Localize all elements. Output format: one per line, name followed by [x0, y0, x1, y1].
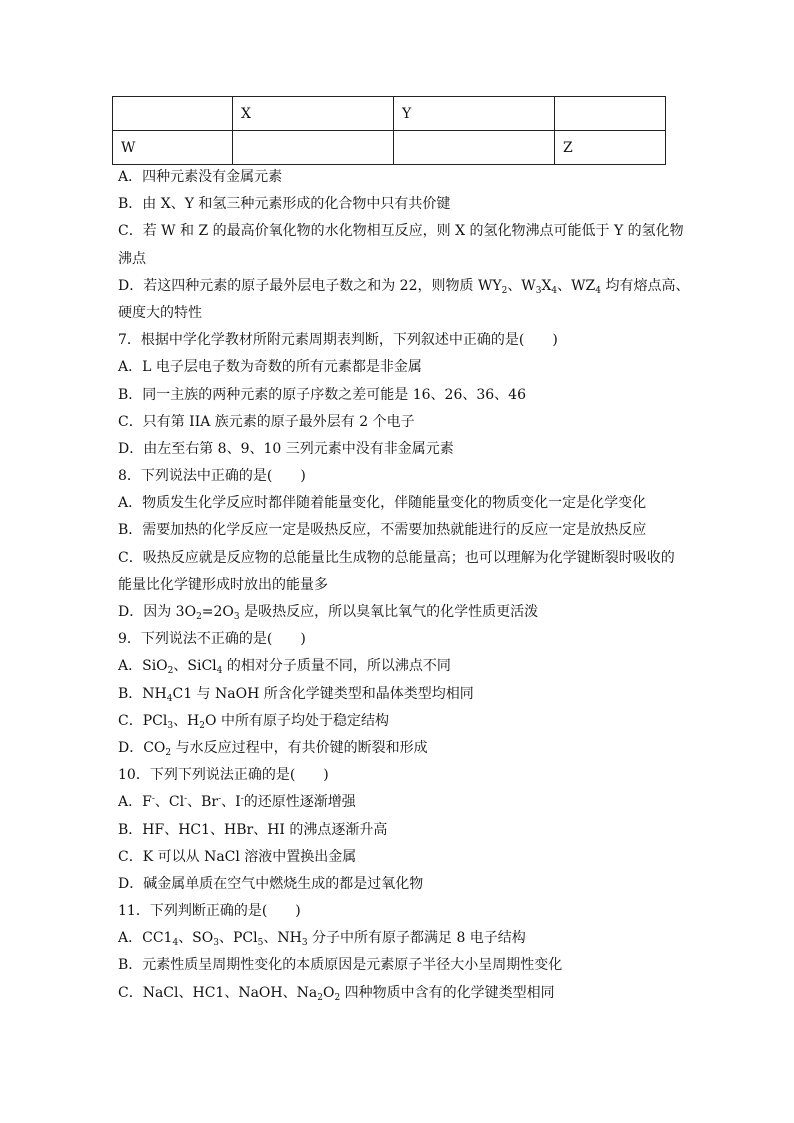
text-line: A．SiO$_2$、SiCl$_4$ 的相对分子质量不同，所以沸点不同: [118, 658, 451, 677]
text-line: A．物质发生化学反应时都伴随着能量变化，伴随能量变化的物质变化一定是化学变化: [118, 495, 647, 512]
table-cell: Y: [394, 97, 555, 131]
text-line: B．$NH_4C1$ 与 NaOH 所含化学键类型和晶体类型均相同: [118, 685, 474, 704]
text-line: B．需要加热的化学反应一定是吸热反应，不需要加热就能进行的反应一定是放热反应: [118, 522, 647, 539]
text-line: 11．下列判断正确的是( ): [118, 903, 301, 920]
text-line: C．K 可以从 NaCl 溶液中置换出金属: [118, 848, 357, 865]
table-cell: [113, 97, 233, 131]
text-line: B．元素性质呈周期性变化的本质原因是元素原子半径大小呈周期性变化: [118, 957, 563, 974]
text-line: B．HF、HC1、HBr、HI 的沸点逐渐升高: [118, 821, 388, 838]
text-line: D．$CO_2$ 与水反应过程中，有共价键的断裂和形成: [118, 739, 428, 758]
text-line: C．PCl$_3$、$H_2O$ 中所有原子均处于稳定结构: [118, 712, 389, 731]
text-line: 能量比化学键形成时放出的能量多: [118, 576, 328, 593]
periodic-position-table: [112, 96, 666, 165]
question-text: [118, 164, 688, 1007]
text-line: 7．根据中学化学教材所附元素周期表判断，下列叙述中正确的是( ): [118, 332, 558, 349]
text-line: B．由 X、Y 和氢三种元素形成的化合物中只有共价键: [118, 196, 451, 213]
text-line: D．碱金属单质在空气中燃烧生成的都是过氧化物: [118, 875, 424, 892]
table-cell: Z: [555, 131, 666, 165]
table-row: [113, 131, 666, 165]
text-line: D．由左至右第 8、9、10 三列元素中没有非金属元素: [118, 440, 454, 457]
table-cell: [233, 131, 394, 165]
text-line: A．L 电子层电子数为奇数的所有元素都是非金属: [118, 359, 422, 376]
table-cell: W: [113, 131, 233, 165]
text-line: A．F-、Cl-、Br-、I-的还原性逐渐增强: [118, 794, 356, 811]
text-line: C．吸热反应就是反应物的总能量比生成物的总能量高；也可以理解为化学键断裂时吸收的: [118, 549, 675, 566]
text-line: 沸点: [118, 250, 146, 267]
text-line: 8．下列说法中正确的是( ): [118, 468, 306, 485]
text-line: C．若 W 和 Z 的最高价氧化物的水化物相互反应，则 X 的氢化物沸点可能低于 Y 的氢化物: [118, 223, 684, 240]
text-line: 10．下列下列说法正确的是( ): [118, 767, 329, 784]
table-row: [113, 97, 666, 131]
text-line: A．四种元素没有金属元素: [118, 169, 283, 185]
text-line: B．同一主族的两种元素的原子序数之差可能是 16、26、36、46: [118, 386, 526, 403]
text-line: A．$CC1_4$、$SO_3$、PCl$_5$、$NH_3$ 分子中所有原子都满足 8 电子结构: [118, 930, 526, 949]
text-line: 9．下列说法不正确的是( ): [118, 631, 306, 648]
table-cell: [555, 97, 666, 131]
text-line: C．只有第 IIA 族元素的原子最外层有 2 个电子: [118, 413, 415, 430]
table-cell: X: [233, 97, 394, 131]
text-line: 硬度大的特性: [118, 304, 202, 321]
table-cell: [394, 131, 555, 165]
text-line: D．因为 $3O_2=2O_3$ 是吸热反应，所以臭氧比氧气的化学性质更活泼: [118, 604, 539, 622]
text-line: D．若这四种元素的原子最外层电子数之和为 22，则物质 $WY_2$、$W_3X_4$、$WZ_4$ 均有熔点高、: [118, 277, 690, 296]
text-line: C．NaCl、HC1、NaOH、$Na_2O_2$ 四种物质中含有的化学键类型相同: [118, 984, 555, 1003]
